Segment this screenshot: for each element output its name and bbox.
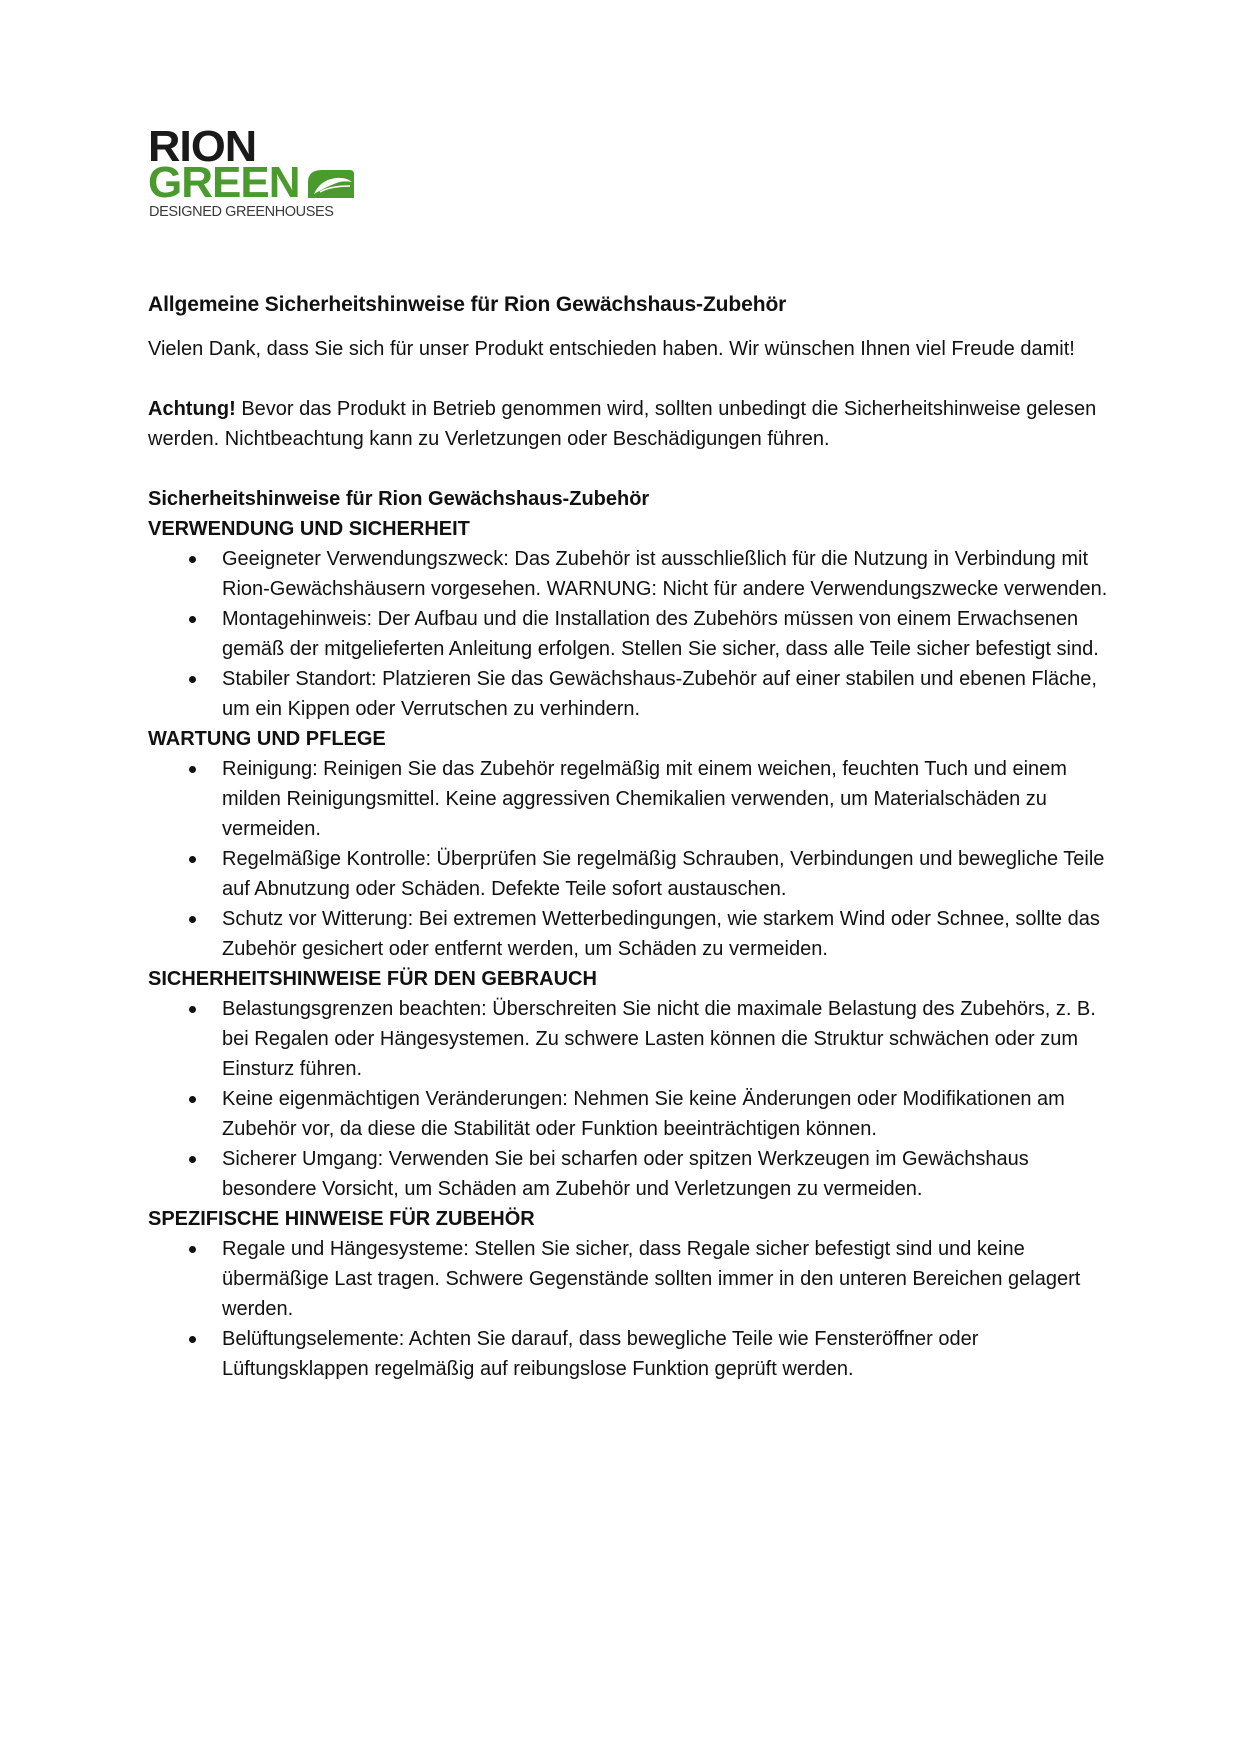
- list-item-text: Regale und Hängesysteme: Stellen Sie sicher, dass Regale sicher befestigt sind und keine übermäßige Last tragen. Schwere Gegenstände sollten immer in den unteren Bereichen gelagert werden.: [222, 1238, 1081, 1320]
- sections-container: [148, 514, 1108, 1384]
- bullet-icon: [189, 916, 196, 923]
- thanks-paragraph: Vielen Dank, dass Sie sich für unser Produkt entschieden haben. Wir wünschen Ihnen viel Freude damit!: [148, 338, 1075, 360]
- list-item: [148, 754, 1108, 844]
- logo-tagline: DESIGNED GREENHOUSES: [149, 204, 334, 220]
- list-item: [148, 664, 1108, 724]
- logo-word-rion: RION: [148, 122, 257, 171]
- list-item-text: Sicherer Umgang: Verwenden Sie bei scharfen oder spitzen Werkzeugen im Gewächshaus besondere Vorsicht, um Schäden am Zubehör und Verletzungen zu vermeiden.: [222, 1148, 1029, 1200]
- bullet-icon: [189, 616, 196, 623]
- bullet-icon: [189, 1336, 196, 1343]
- brand-logo: [148, 122, 358, 223]
- logo-word-green: GREEN: [148, 158, 300, 207]
- bullet-list: [148, 754, 1108, 964]
- list-item-text: Montagehinweis: Der Aufbau und die Installation des Zubehörs müssen von einem Erwachsenen gemäß der mitgelieferten Anleitung erfolgen. Stellen Sie sicher, dass alle Teile sicher befestigt sind.: [222, 608, 1099, 660]
- list-item: [148, 1234, 1108, 1324]
- list-item: [148, 844, 1108, 904]
- warning-paragraph: [148, 394, 1108, 454]
- list-item-text: Belüftungselemente: Achten Sie darauf, dass bewegliche Teile wie Fensteröffner oder Lüftungsklappen regelmäßig auf reibungslose Funktion geprüft werden.: [222, 1328, 979, 1380]
- bullet-icon: [189, 1006, 196, 1013]
- safety-subtitle: Sicherheitshinweise für Rion Gewächshaus-Zubehör: [148, 488, 650, 510]
- bullet-list: [148, 994, 1108, 1204]
- bullet-icon: [189, 856, 196, 863]
- list-item: [148, 544, 1108, 604]
- list-item: [148, 994, 1108, 1084]
- bullet-icon: [189, 766, 196, 773]
- list-item-text: Regelmäßige Kontrolle: Überprüfen Sie regelmäßig Schrauben, Verbindungen und bewegliche Teile auf Abnutzung oder Schäden. Defekte Teile sofort austauschen.: [222, 848, 1105, 900]
- document-title: Allgemeine Sicherheitshinweise für Rion Gewächshaus-Zubehör: [148, 293, 787, 316]
- list-item: [148, 1084, 1108, 1144]
- list-item: [148, 1144, 1108, 1204]
- leaf-icon: [306, 168, 356, 200]
- section-heading: SICHERHEITSHINWEISE FÜR DEN GEBRAUCH: [148, 968, 597, 990]
- bullet-list: [148, 544, 1108, 724]
- bullet-icon: [189, 1096, 196, 1103]
- bullet-icon: [189, 1246, 196, 1253]
- list-item: [148, 904, 1108, 964]
- warning-text: Bevor das Produkt in Betrieb genommen wird, sollten unbedingt die Sicherheitshinweise gelesen werden. Nichtbeachtung kann zu Verletzungen oder Beschädigungen führen.: [148, 398, 1097, 450]
- bullet-icon: [189, 1156, 196, 1163]
- section-heading: SPEZIFISCHE HINWEISE FÜR ZUBEHÖR: [148, 1208, 535, 1230]
- section-heading: VERWENDUNG UND SICHERHEIT: [148, 518, 470, 540]
- list-item: [148, 1324, 1108, 1384]
- list-item-text: Keine eigenmächtigen Veränderungen: Nehmen Sie keine Änderungen oder Modifikationen am Zubehör vor, da diese die Stabilität oder Funktion beeinträchtigen können.: [222, 1088, 1065, 1140]
- list-item-text: Schutz vor Witterung: Bei extremen Wetterbedingungen, wie starkem Wind oder Schnee, sollte das Zubehör gesichert oder entfernt werden, um Schäden zu vermeiden.: [222, 908, 1100, 960]
- list-item-text: Reinigung: Reinigen Sie das Zubehör regelmäßig mit einem weichen, feuchten Tuch und einem milden Reinigungsmittel. Keine aggressiven Chemikalien verwenden, um Materialschäden zu vermeiden.: [222, 758, 1067, 840]
- list-item-text: Stabiler Standort: Platzieren Sie das Gewächshaus-Zubehör auf einer stabilen und ebenen Fläche, um ein Kippen oder Verrutschen zu verhindern.: [222, 668, 1097, 720]
- bullet-list: [148, 1234, 1108, 1384]
- bullet-icon: [189, 676, 196, 683]
- list-item-text: Belastungsgrenzen beachten: Überschreiten Sie nicht die maximale Belastung des Zubehörs, z. B. bei Regalen oder Hängesystemen. Zu schwere Lasten können die Struktur schwächen oder zum Einsturz führen.: [222, 998, 1096, 1080]
- list-item-text: Geeigneter Verwendungszweck: Das Zubehör ist ausschließlich für die Nutzung in Verbindung mit Rion-Gewächshäusern vorgesehen. WARNUNG: Nicht für andere Verwendungszwecke verwenden.: [222, 548, 1108, 600]
- section-heading: WARTUNG UND PFLEGE: [148, 728, 386, 750]
- bullet-icon: [189, 556, 196, 563]
- document-body: [148, 290, 1108, 1384]
- list-item: [148, 604, 1108, 664]
- warning-label: Achtung!: [148, 398, 236, 420]
